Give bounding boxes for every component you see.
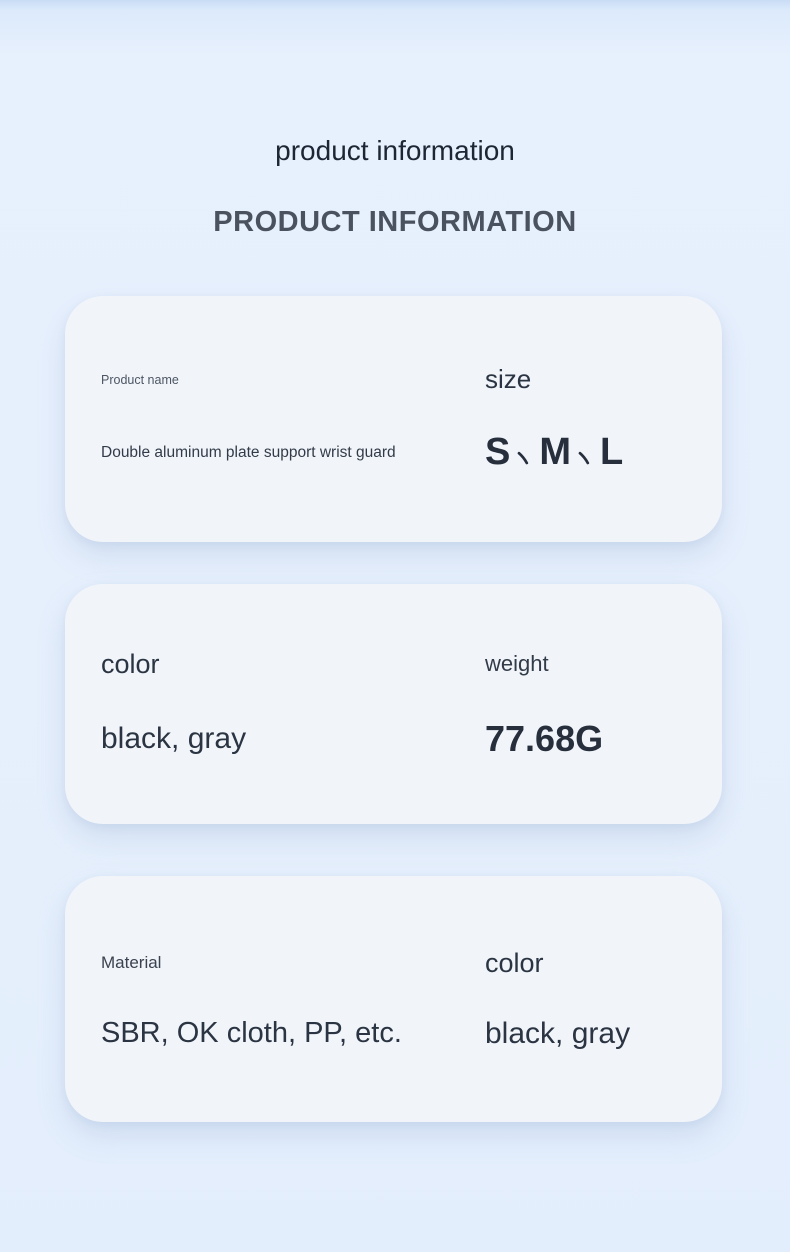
material-label: Material: [101, 953, 162, 972]
size-label: size: [485, 364, 532, 394]
color-label: color: [485, 947, 544, 978]
page-title: product information: [275, 135, 515, 166]
material-value: SBR, OK cloth, PP, etc.: [101, 1017, 402, 1049]
card-color-weight: [65, 584, 722, 824]
ideographic-comma-icon: [577, 432, 591, 446]
ideographic-comma-icon: [516, 432, 530, 446]
color-value: black, gray: [101, 721, 247, 755]
color-value: black, gray: [485, 1016, 631, 1050]
card-product-name-size: [65, 296, 722, 542]
size-option-s: S: [485, 431, 512, 473]
product-name-value: Double aluminum plate support wrist guard: [101, 443, 396, 461]
page-subtitle: PRODUCT INFORMATION: [213, 206, 577, 238]
weight-label: weight: [485, 651, 549, 676]
product-name-label: Product name: [101, 372, 179, 387]
size-value: [485, 431, 686, 474]
weight-value: 77.68G: [485, 717, 604, 759]
size-option-m: M: [539, 431, 573, 473]
size-option-l: L: [600, 431, 625, 473]
card-material-color: [65, 876, 722, 1122]
color-label: color: [101, 648, 160, 679]
